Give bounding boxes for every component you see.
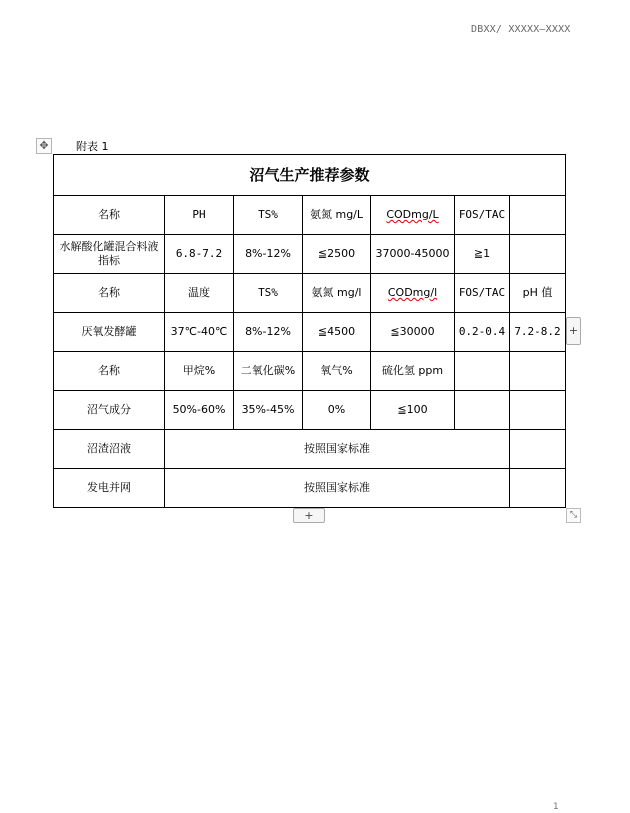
table-cell[interactable]: 37℃-40℃ xyxy=(165,313,234,352)
table-cell[interactable]: 50%-60% xyxy=(165,391,234,430)
table-title[interactable]: 沼气生产推荐参数 xyxy=(54,155,566,196)
table-cell[interactable]: 甲烷% xyxy=(165,352,234,391)
table-cell[interactable]: PH xyxy=(165,196,234,235)
table-cell[interactable]: FOS/TAC xyxy=(455,274,510,313)
table-cell[interactable]: ≦100 xyxy=(371,391,455,430)
table-cell[interactable]: TS% xyxy=(234,196,303,235)
table-cell[interactable]: 0% xyxy=(303,391,371,430)
table-cell[interactable]: 氨氮 mg/L xyxy=(303,196,371,235)
table-cell[interactable]: 7.2-8.2 xyxy=(510,313,566,352)
table-cell[interactable]: 37000-45000 xyxy=(371,235,455,274)
add-column-button[interactable]: + xyxy=(566,317,581,345)
table-cell[interactable] xyxy=(455,391,510,430)
table-cell-merged[interactable]: 按照国家标准 xyxy=(165,469,510,508)
table-row xyxy=(54,196,566,235)
table-cell[interactable]: 氨氮 mg/l xyxy=(303,274,371,313)
table-cell[interactable]: ≦30000 xyxy=(371,313,455,352)
table-row xyxy=(54,352,566,391)
table-row xyxy=(54,430,566,469)
table-title-row xyxy=(54,155,566,196)
table-cell-merged[interactable]: 按照国家标准 xyxy=(165,430,510,469)
table-cell[interactable]: 沼渣沼液 xyxy=(54,430,165,469)
table-cell[interactable] xyxy=(510,430,566,469)
page-number: 1 xyxy=(553,802,559,812)
table-row xyxy=(54,235,566,274)
table-row xyxy=(54,391,566,430)
table-row xyxy=(54,469,566,508)
table-cell[interactable] xyxy=(455,352,510,391)
table-cell[interactable]: 8%-12% xyxy=(234,235,303,274)
cod-unit-text: CODmg/l xyxy=(387,286,438,299)
table-cell[interactable]: 名称 xyxy=(54,196,165,235)
table-cell[interactable] xyxy=(510,352,566,391)
table-cell[interactable]: 水解酸化罐混合料液指标 xyxy=(54,235,165,274)
table-cell[interactable]: 名称 xyxy=(54,352,165,391)
table-cell[interactable]: TS% xyxy=(234,274,303,313)
table-cell[interactable]: 沼气成分 xyxy=(54,391,165,430)
table-cell[interactable]: 0.2-0.4 xyxy=(455,313,510,352)
table-cell[interactable]: 名称 xyxy=(54,274,165,313)
table-cell[interactable]: ≦4500 xyxy=(303,313,371,352)
table-row xyxy=(54,313,566,352)
table-cell[interactable] xyxy=(371,196,455,235)
table-cell[interactable]: FOS/TAC xyxy=(455,196,510,235)
table-cell[interactable]: 8%-12% xyxy=(234,313,303,352)
table-cell[interactable]: ≧1 xyxy=(455,235,510,274)
table-caption: 附表 1 xyxy=(76,140,109,153)
add-row-button[interactable]: + xyxy=(293,508,325,523)
table-cell[interactable]: 硫化氢 ppm xyxy=(371,352,455,391)
table-cell[interactable]: 厌氧发酵罐 xyxy=(54,313,165,352)
document-code-header: DBXX/ XXXXX—XXXX xyxy=(471,24,571,35)
table-row xyxy=(54,274,566,313)
table-cell[interactable]: ≦2500 xyxy=(303,235,371,274)
table-cell[interactable] xyxy=(371,274,455,313)
parameters-table[interactable] xyxy=(53,154,566,508)
table-cell[interactable]: 温度 xyxy=(165,274,234,313)
table-cell[interactable] xyxy=(510,235,566,274)
table-cell[interactable]: 发电并网 xyxy=(54,469,165,508)
table-cell[interactable]: 二氧化碳% xyxy=(234,352,303,391)
table-cell[interactable] xyxy=(510,469,566,508)
cod-unit-text: CODmg/L xyxy=(386,208,439,221)
table-cell[interactable] xyxy=(510,391,566,430)
table-move-handle-icon[interactable]: ✥ xyxy=(36,138,52,154)
table-cell[interactable]: 35%-45% xyxy=(234,391,303,430)
table-cell[interactable]: pH 值 xyxy=(510,274,566,313)
table-resize-handle-icon[interactable]: ⤡ xyxy=(566,508,581,523)
table-cell[interactable]: 氧气% xyxy=(303,352,371,391)
table-cell[interactable]: 6.8-7.2 xyxy=(165,235,234,274)
table-cell[interactable] xyxy=(510,196,566,235)
